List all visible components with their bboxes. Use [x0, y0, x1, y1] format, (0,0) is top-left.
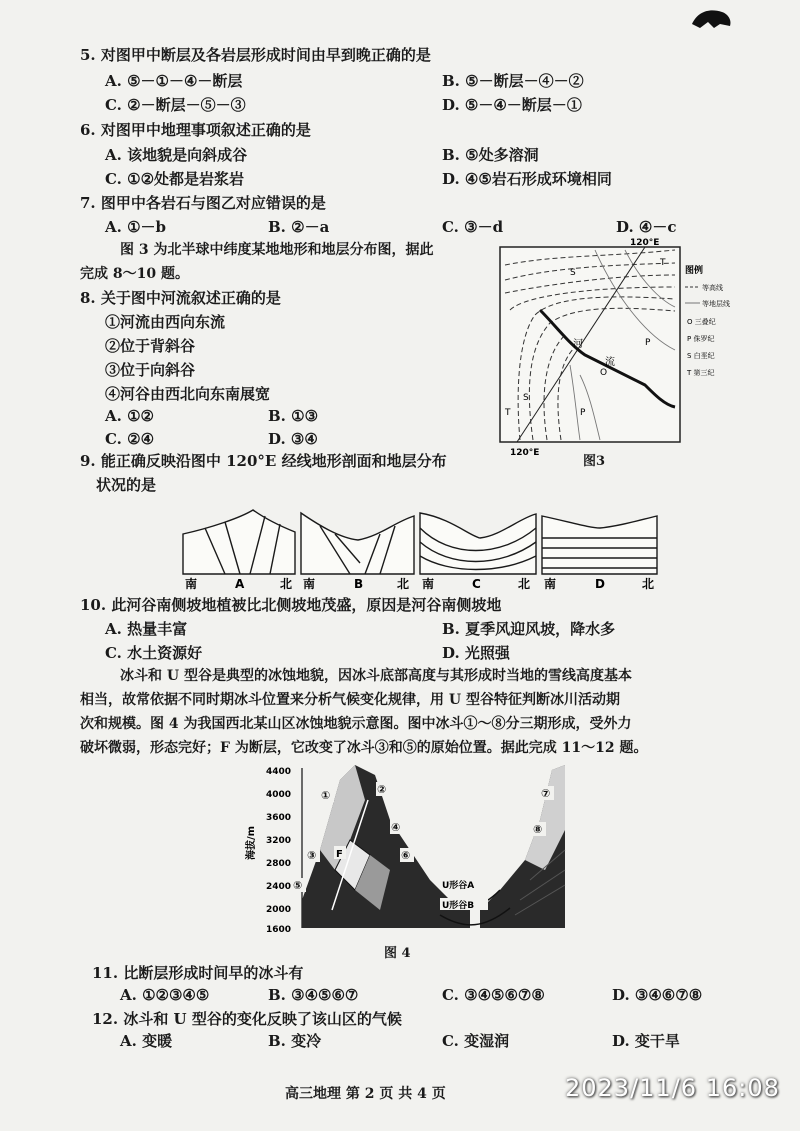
- fig3-strata-t-top: T: [660, 258, 666, 268]
- fig4-tick-4400: 4400: [266, 767, 292, 777]
- q8-option-c: C. ②④: [105, 430, 155, 448]
- q10-option-d: D. 光照强: [442, 644, 510, 662]
- q6-option-b: B. ⑤处多溶洞: [442, 146, 539, 164]
- fig4-cirque-8: ⑧: [533, 823, 543, 836]
- fig4-tick-4000: 4000: [266, 790, 292, 800]
- fig3-legend-triassic: O 三叠纪: [687, 318, 716, 326]
- q6-option-d: D. ④⑤岩石形成环境相同: [442, 170, 612, 188]
- q9-a-south: 南: [185, 577, 198, 591]
- fig4-intro-line2: 相当，故常依据不同时期冰斗位置来分析气候变化规律，用 U 型谷特征判断冰川活动期: [80, 692, 620, 708]
- q10-stem: 10. 此河谷南侧坡地植被比北侧坡地茂盛，原因是河谷南侧坡地: [80, 596, 502, 614]
- fig4-cirque-5: ⑤: [293, 879, 303, 892]
- q8-option-d: D. ③④: [268, 430, 318, 448]
- fig4-tick-1600: 1600: [266, 925, 292, 935]
- fig4-caption: 图 4: [384, 946, 411, 961]
- fig4-fault-label: F: [336, 849, 343, 860]
- fig4-intro-line4: 破坏微弱，形态完好；F 为断层，它改变了冰斗③和⑤的原始位置。据此完成 11～12 题。: [80, 740, 648, 756]
- q8-option-a: A. ①②: [105, 407, 154, 425]
- q12-option-c: C. 变湿润: [442, 1032, 510, 1050]
- fig4-intro-line3: 次和规模。图 4 为我国西北某山区冰蚀地貌示意图。图中冰斗①～⑧分三期形成，受外力: [80, 716, 632, 732]
- q12-option-a: A. 变暖: [120, 1032, 173, 1050]
- q7-option-a: A. ①－b: [105, 218, 167, 236]
- q6-option-c: C. ①②处都是岩浆岩: [105, 170, 245, 188]
- fig3-strata-p-bottom: P: [580, 408, 586, 418]
- photo-timestamp: 2023/11/6 16:08: [565, 1074, 780, 1102]
- page-footer: 高三地理 第 2 页 共 4 页: [285, 1086, 446, 1102]
- q10-option-a: A. 热量丰富: [105, 620, 188, 638]
- q8-statement-4: ④河谷由西北向东南展宽: [105, 385, 271, 403]
- q10-option-c: C. 水土资源好: [105, 644, 203, 662]
- q9-b-north: 北: [397, 577, 410, 591]
- q12-option-d: D. 变干旱: [612, 1032, 680, 1050]
- fig3-legend-strata: 等地层线: [702, 300, 730, 308]
- q9-d-letter: D: [595, 577, 605, 591]
- q9-c-south: 南: [422, 577, 435, 591]
- q8-statement-2: ②位于背斜谷: [105, 337, 196, 355]
- corner-ink-mark: [690, 6, 735, 32]
- fig3-intro-line1: 图 3 为北半球中纬度某地地形和地层分布图，据此: [120, 242, 434, 258]
- q8-option-b: B. ①③: [268, 407, 319, 425]
- fig3-strata-t-bottom: T: [505, 408, 511, 418]
- q9-c-letter: C: [472, 577, 481, 591]
- fig4-cirque-7: ⑦: [541, 787, 551, 800]
- fig4-intro-line1: 冰斗和 U 型谷是典型的冰蚀地貌，因冰斗底部高度与其形成时当地的雪线高度基本: [120, 668, 632, 684]
- fig4-tick-3600: 3600: [266, 813, 292, 823]
- q12-stem: 12. 冰斗和 U 型谷的变化反映了该山区的气候: [92, 1010, 402, 1028]
- fig3-legend-cretaceous: S 白垩纪: [687, 352, 715, 360]
- q9-profile-options: [180, 508, 660, 592]
- fig3-legend-title: 图例: [685, 266, 704, 276]
- fig4-cirque-6: ⑥: [401, 849, 411, 862]
- q11-stem: 11. 比断层形成时间早的冰斗有: [92, 964, 304, 982]
- q11-option-c: C. ③④⑤⑥⑦⑧: [442, 986, 545, 1004]
- fig4-tick-2400: 2400: [266, 882, 292, 892]
- q7-stem: 7. 图甲中各岩石与图乙对应错误的是: [80, 194, 326, 212]
- fig3-top-meridian: 120°E: [630, 238, 660, 248]
- fig4-cirque-3: ③: [307, 849, 317, 862]
- q9-stem-line1: 9. 能正确反映沿图中 120°E 经线地形剖面和地层分布: [80, 452, 447, 470]
- q5-option-c: C. ②－断层－⑤－③: [105, 96, 246, 114]
- fig3-strata-p-right: P: [645, 338, 651, 348]
- q8-statement-1: ①河流由西向东流: [105, 313, 226, 331]
- figure-3-map: [495, 235, 740, 465]
- fig4-tick-2800: 2800: [266, 859, 292, 869]
- fig4-cirque-4: ④: [391, 821, 401, 834]
- fig4-valley-b: U形谷B: [442, 901, 475, 911]
- fig3-bottom-meridian: 120°E: [510, 448, 540, 458]
- fig3-river-char2: 流: [605, 357, 615, 368]
- q9-a-letter: A: [235, 577, 245, 591]
- q7-option-c: C. ③－d: [442, 218, 504, 236]
- q11-option-b: B. ③④⑤⑥⑦: [268, 986, 359, 1004]
- q6-option-a: A. 该地貌是向斜成谷: [105, 146, 248, 164]
- fig4-cirque-1: ①: [321, 789, 331, 802]
- q12-option-b: B. 变冷: [268, 1032, 322, 1050]
- fig4-tick-3200: 3200: [266, 836, 292, 846]
- fig4-valley-a: U形谷A: [442, 881, 475, 891]
- q9-d-north: 北: [642, 577, 655, 591]
- q11-option-a: A. ①②③④⑤: [120, 986, 210, 1004]
- q9-stem-line2: 状况的是: [96, 476, 157, 494]
- q9-a-north: 北: [280, 577, 293, 591]
- q8-stem: 8. 关于图中河流叙述正确的是: [80, 289, 281, 307]
- fig4-yaxis-label: 海拔/m: [246, 825, 257, 860]
- q5-stem: 5. 对图甲中断层及各岩层形成时间由早到晚正确的是: [80, 46, 431, 64]
- fig3-caption: 图3: [583, 454, 606, 469]
- fig3-intro-line2: 完成 8～10 题。: [80, 266, 189, 282]
- fig3-legend-jurassic: P 侏罗纪: [687, 335, 715, 343]
- figure-4-diagram: [240, 760, 580, 940]
- fig3-strata-o: O: [600, 368, 608, 378]
- fig4-cirque-2: ②: [377, 783, 387, 796]
- q7-option-b: B. ②－a: [268, 218, 330, 236]
- q9-b-south: 南: [303, 577, 316, 591]
- q7-option-d: D. ④－c: [616, 218, 677, 236]
- q9-b-letter: B: [354, 577, 364, 591]
- q11-option-d: D. ③④⑥⑦⑧: [612, 986, 703, 1004]
- q8-statement-3: ③位于向斜谷: [105, 361, 196, 379]
- fig3-river-char1: 河: [573, 339, 583, 350]
- q5-option-b: B. ⑤－断层－④－②: [442, 72, 584, 90]
- q5-option-a: A. ⑤－①－④－断层: [105, 72, 243, 90]
- q9-c-north: 北: [518, 577, 531, 591]
- fig3-strata-s-top: S: [570, 268, 576, 278]
- q10-option-b: B. 夏季风迎风坡，降水多: [442, 620, 616, 638]
- q6-stem: 6. 对图甲中地理事项叙述正确的是: [80, 121, 311, 139]
- q5-option-d: D. ⑤－④－断层－①: [442, 96, 582, 114]
- q9-d-south: 南: [544, 577, 557, 591]
- fig3-legend-contour: 等高线: [702, 284, 723, 292]
- fig3-legend-tertiary: T 第三纪: [687, 369, 715, 377]
- fig3-strata-s-bottom: S: [523, 393, 529, 403]
- fig4-tick-2000: 2000: [266, 905, 292, 915]
